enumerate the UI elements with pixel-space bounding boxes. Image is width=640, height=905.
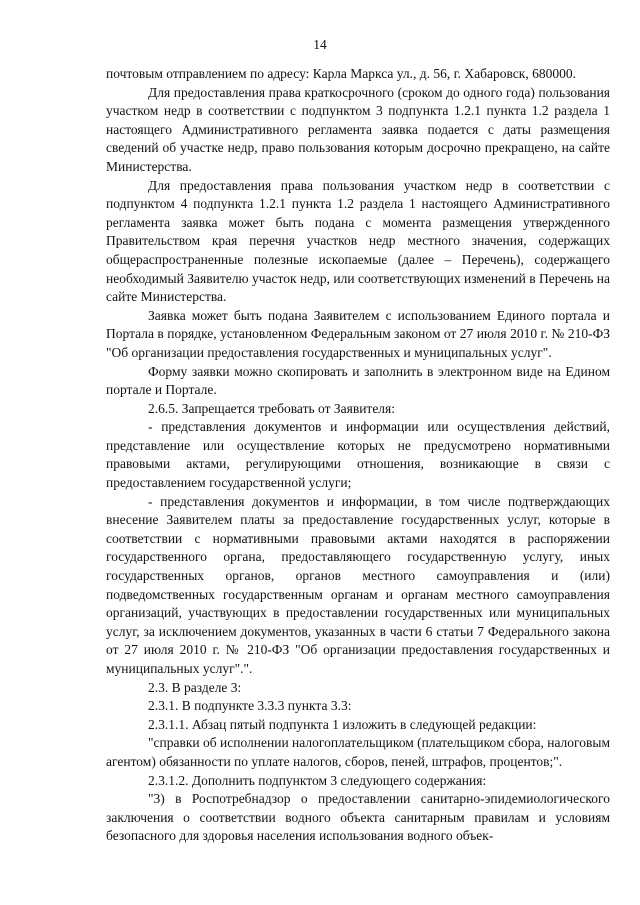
paragraph-14: "3) в Роспотребнадзор о предоставлении санитарно-эпидемиологического заключения о соответствии водного объекта санитарным правилам и условиям безопасного для здоровья населения использования водного объек- <box>106 791 610 844</box>
paragraph-6: 2.6.5. Запрещается требовать от Заявителя: <box>148 400 396 416</box>
paragraph-5: Форму заявки можно скопировать и заполнить в электронном виде на Едином портале и Портале. <box>106 363 610 398</box>
paragraph-12: "справки об исполнении налогоплательщиком (плательщиком сбора, налоговым агентом) обязанности по уплате налогов, сборов, пеней, штрафов, процентов;". <box>106 735 610 769</box>
paragraph-4: Заявка может быть подана Заявителем с использованием Единого портала и Портала в порядке, установленном Федеральным законом от 27 июля 2010 г. № 210-ФЗ "Об организации предоставления государственных и муниципальных услуг". <box>106 307 610 360</box>
page-number: 14 <box>313 37 327 52</box>
paragraph-13: 2.3.1.2. Дополнить подпунктом 3 следующего содержания: <box>148 772 487 788</box>
paragraph-8: - представления документов и информации, в том числе подтверждающих внесение Заявителем платы за предоставление государственных услуг, которые в соответствии с нормативными правовыми актами находятся в распоряжении государственного органа, предоставляющего государственную услугу, иных государственных органов, органов местного самоуправления и (или) подведомственных государственным органам и органам местного самоуправления организаций, участвующих в предоставлении государственных или муниципальных услуг, за исключением документов, указанных в части 6 статьи 7 Федерального закона от 27 июля 2010 г. № 210-ФЗ "Об организации предоставления государственных и муниципальных услуг".". <box>106 493 610 676</box>
document-body <box>106 65 610 846</box>
paragraph-1: почтовым отправлением по адресу: Карла Маркса ул., д. 56, г. Хабаровск, 680000. <box>106 66 576 81</box>
paragraph-7: - представления документов и информации или осуществления действий, представление или осуществление которых не предусмотрено нормативными правовыми актами, регулирующими отношения, возникающие в связи с предоставлением государственной услуги; <box>106 419 610 491</box>
paragraph-3: Для предоставления права пользования участком недр в соответствии с подпунктом 4 подпункта 1.2.1 пункта 1.2 раздела 1 настоящего Административного регламента заявка может быть подана с момента размещения утвержденного Правительством края перечня участков недр местного значения, содержащих общераспространенные полезные ископаемые (далее – Перечень), содержащего необходимый Заявителю участок недр, или соответствующих изменений в Перечень на сайте Министерства. <box>106 177 610 305</box>
paragraph-11: 2.3.1.1. Абзац пятый подпункта 1 изложить в следующей редакции: <box>148 716 537 732</box>
paragraph-10: 2.3.1. В подпункте 3.3.3 пункта 3.3: <box>148 698 352 714</box>
paragraph-9: 2.3. В разделе 3: <box>148 679 242 695</box>
paragraph-2: Для предоставления права краткосрочного (сроком до одного года) пользования участком недр в соответствии с подпунктом 3 подпункта 1.2.1 пункта 1.2 раздела 1 настоящего Административного регламента заявка подается с даты размещения сведений об участке недр, право пользования которым досрочно прекращено, на сайте Министерства. <box>106 84 610 174</box>
